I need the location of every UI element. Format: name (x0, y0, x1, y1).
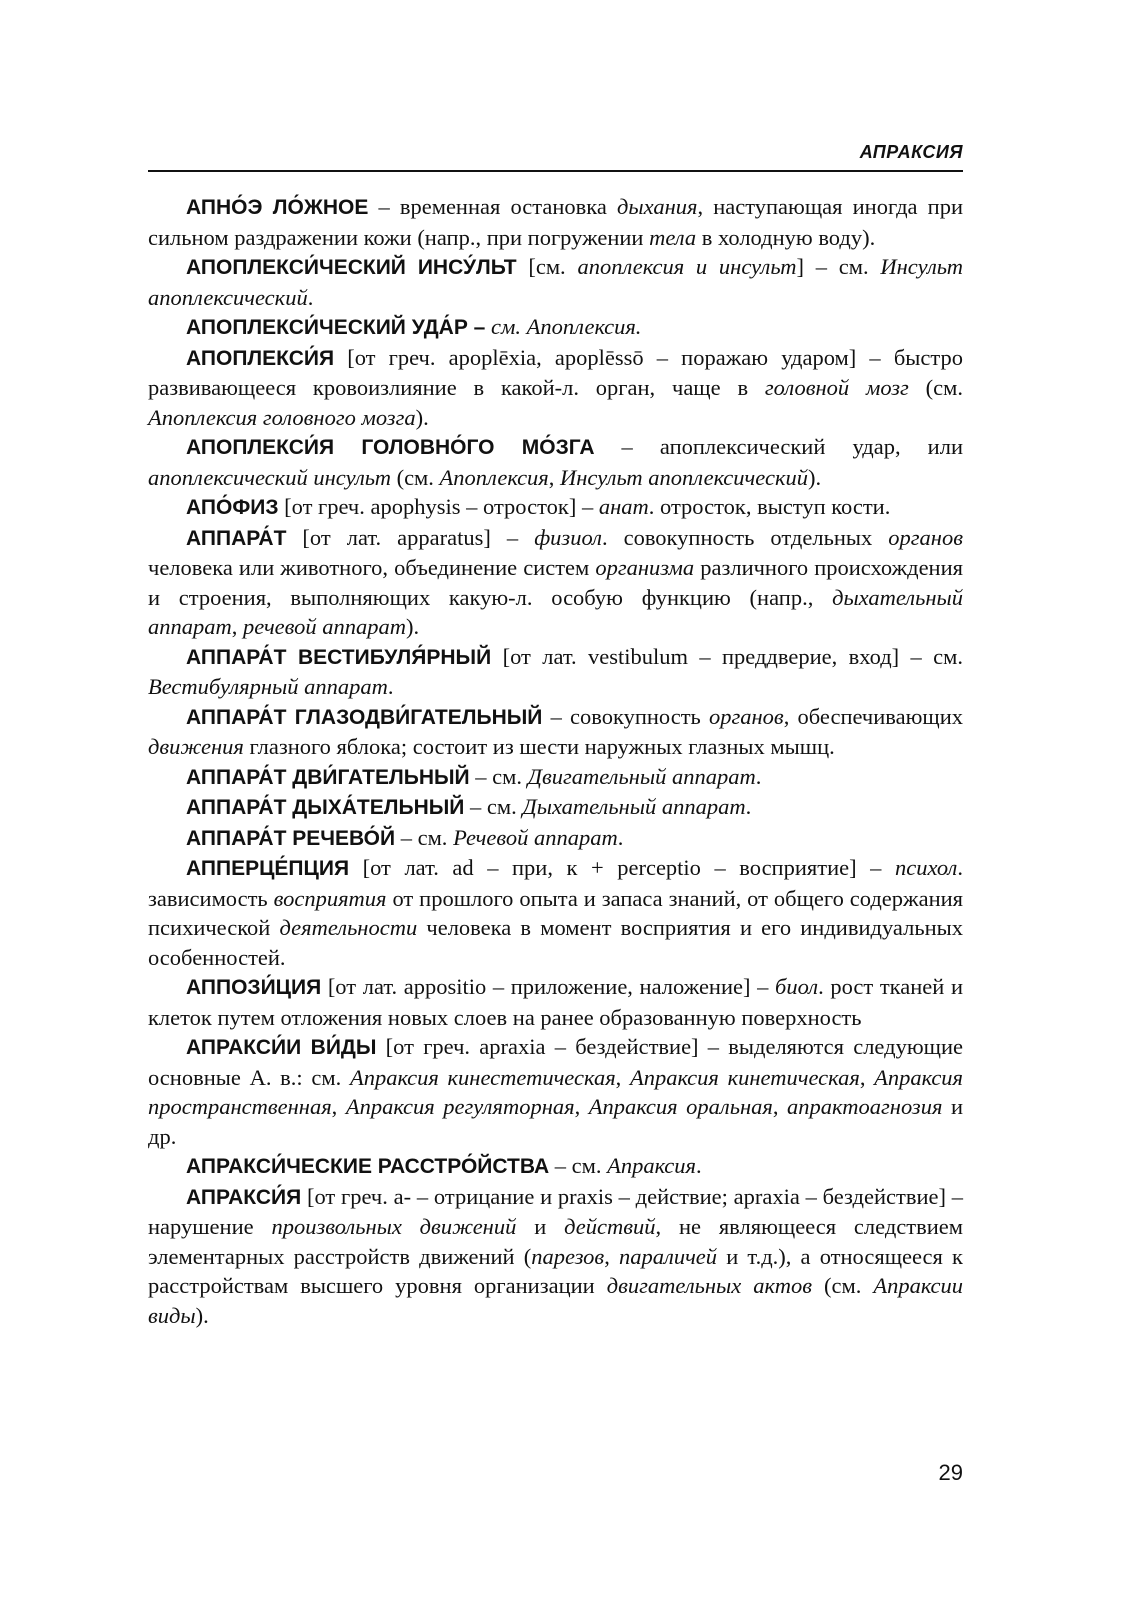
entry-text: ). (415, 404, 429, 430)
dictionary-entry (148, 192, 963, 252)
entry-text: ). (195, 1302, 209, 1328)
dictionary-entry (148, 702, 963, 762)
dictionary-entry (148, 792, 963, 823)
entry-text: . (387, 674, 394, 699)
entry-italic-term: деятельности (279, 915, 418, 940)
entry-italic-term: Апоплексия головного мозга (148, 404, 416, 430)
entry-headword: АППЕРЦЕ́ПЦИЯ (186, 857, 350, 880)
entry-italic-term: Речевой аппарат (453, 824, 618, 850)
entry-text: человека в момент восприятия и его индивидуальных особенностей. (148, 915, 963, 970)
dictionary-entry (148, 252, 963, 312)
entry-headword: АППАРА́Т ДЫХА́ТЕЛЬНЫЙ (186, 796, 465, 819)
entry-italic-term: двигательных актов (606, 1273, 813, 1298)
entry-italic-term: Апоплексия (439, 464, 549, 490)
entry-text: человека или животного, объединение систем (148, 555, 596, 580)
entry-italic-term: анат (598, 494, 649, 519)
entry-text: . рост тканей и клеток путем отложения новых слоев на ранее образованную поверхность (148, 974, 964, 1030)
entry-text: [от лат. vestibulum – преддверие, вход] – см. (491, 643, 963, 669)
entry-headword: АППАРА́Т РЕЧЕВО́Й (186, 826, 396, 850)
entry-italic-term: Вестибулярный аппарат (148, 674, 388, 699)
entry-headword: АПОПЛЕКСИ́Я ГОЛОВНО́ГО МО́ЗГА (186, 436, 595, 459)
entry-italic-term: Апраксия (607, 1153, 696, 1178)
entry-headword: АППАРА́Т (186, 526, 287, 550)
entry-italic-term: действий (564, 1214, 656, 1239)
dictionary-entry (148, 642, 963, 702)
entry-text: , (231, 614, 243, 639)
entry-headword: АППОЗИ́ЦИЯ (186, 976, 322, 999)
entry-text: [от греч. apraxia – бездействие] – выделяются следующие основные А. в.: см. (148, 1034, 963, 1090)
entry-italic-term: Двигательный аппарат (527, 763, 756, 789)
entry-headword: АПО́ФИЗ (186, 496, 279, 519)
entry-text: . (696, 1153, 702, 1178)
entry-text: и т.д.), а относящееся к расстройствам высшего уровня организации (148, 1243, 963, 1298)
entry-text: . совокупность отдельных (601, 524, 889, 550)
entry-text: , (548, 464, 561, 490)
entry-text: . (755, 763, 762, 789)
entry-italic-term: см. Апоплексия. (491, 314, 642, 339)
entry-text: , не являющееся следствием элементарных расстройств движений ( (148, 1214, 963, 1269)
entry-text: – см. (395, 824, 454, 850)
entry-headword: АПРАКСИ́И ВИ́ДЫ (186, 1036, 377, 1059)
entry-italic-term: апрактоагнозия (787, 1094, 943, 1119)
entry-italic-term: речевой аппарат (243, 614, 407, 639)
entry-italic-term: движения (148, 734, 244, 759)
entry-text: [от греч. apophysis – отросток] – (278, 494, 599, 519)
entry-text: от прошлого опыта и запаса знаний, от общего содержания психической (148, 885, 963, 940)
entry-headword: АПОПЛЕКСИ́Я (186, 346, 335, 370)
entry-italic-term: Апраксия кинетическая (630, 1064, 860, 1090)
entry-text: [от лат. apparatus] – (286, 524, 535, 550)
entry-italic-term: Апраксии виды (148, 1273, 964, 1328)
entry-italic-term: дыхания (617, 194, 698, 219)
header-rule (148, 170, 963, 172)
entry-text: [от греч. apoplēxia, apoplēssō – поражаю ударом] – быстро развивающееся кровоизлияние в какой-л. орган, чаще в (148, 344, 963, 400)
entry-text: ). (807, 464, 822, 490)
entry-italic-term: тела (649, 224, 697, 250)
dictionary-entry (148, 523, 963, 642)
entry-headword: АПОПЛЕКСИ́ЧЕСКИЙ УДА́Р – (186, 316, 486, 339)
dictionary-entry (148, 343, 963, 433)
entry-headword: АПНО́Э ЛО́ЖНОЕ (186, 196, 369, 219)
dictionary-entry (148, 1032, 963, 1151)
entry-text: , (772, 1094, 788, 1119)
entry-italic-term: психол (894, 855, 958, 880)
entry-italic-term: Апраксия кинестетическая (349, 1064, 616, 1090)
entry-text: ] – см. (796, 254, 881, 279)
page-number: 29 (938, 1460, 963, 1485)
entry-headword: АППАРА́Т ВЕСТИБУЛЯ́РНЫЙ (186, 645, 492, 669)
entry-text: , (615, 1064, 631, 1090)
entry-text: . (617, 824, 624, 850)
entry-text: – см. (549, 1153, 608, 1178)
entry-text: – совокупность (542, 703, 709, 729)
entry-text: (см. (908, 375, 964, 400)
dictionary-entry (148, 432, 963, 492)
entry-text: (см. (812, 1273, 874, 1298)
entry-text: – временная остановка (368, 194, 618, 219)
entry-text: глазного яблока; состоит из шести наружных глазных мышц. (243, 734, 835, 759)
entry-headword: АПОПЛЕКСИ́ЧЕСКИЙ ИНСУ́ЛЬТ (186, 256, 517, 279)
entry-text: [от лат. ad – при, к + perceptio – восприятие] – (349, 855, 895, 880)
entry-italic-term: дыхательный аппарат (148, 584, 963, 639)
entry-italic-term: параличей (619, 1243, 718, 1269)
dictionary-entry (148, 853, 963, 972)
entry-italic-term: головной мозг (764, 375, 909, 400)
entry-italic-term: физиол (534, 524, 602, 550)
entry-italic-term: органов (888, 524, 963, 550)
dictionary-entry (148, 823, 963, 854)
entry-italic-term: Апраксия регуляторная (345, 1094, 575, 1119)
entry-text: (см. (390, 464, 440, 490)
entry-italic-term: биол (775, 974, 819, 999)
entry-italic-term: апоплексический инсульт (148, 464, 391, 490)
entry-list (148, 192, 963, 1330)
dictionary-entry (148, 762, 963, 793)
entry-italic-term: Апраксия пространственная (148, 1064, 964, 1119)
entry-text: [см. (516, 254, 578, 279)
entry-text: ). (406, 614, 420, 639)
entry-text: – см. (464, 794, 523, 819)
entry-headword: АПРАКСИ́ЧЕСКИЕ РАССТРО́ЙСТВА (186, 1155, 550, 1178)
entry-italic-term: парезов (531, 1243, 605, 1269)
entry-italic-term: Апраксия оральная (588, 1094, 773, 1119)
entry-text: . зависимость (148, 855, 963, 911)
entry-italic-term: восприятия (273, 885, 387, 911)
entry-headword: АППАРА́Т ГЛАЗОДВИ́ГАТЕЛЬНЫЙ (186, 705, 543, 729)
entry-italic-term: апоплексия и инсульт (577, 254, 797, 279)
entry-text: . (745, 794, 752, 819)
entry-text: и др. (148, 1094, 964, 1149)
dictionary-entry (148, 972, 963, 1032)
entry-headword: АПРАКСИ́Я (186, 1185, 302, 1209)
entry-text: и (516, 1214, 565, 1239)
entry-text: . (307, 284, 314, 310)
entry-headword: АППАРА́Т ДВИ́ГАТЕЛЬНЫЙ (186, 765, 470, 789)
entry-text: , (859, 1064, 875, 1090)
entry-text: – см. (469, 763, 528, 789)
dictionary-entry (148, 1151, 963, 1182)
entry-text: , (604, 1243, 620, 1269)
entry-italic-term: Инсульт апоплексический (560, 464, 808, 490)
entry-text: , обеспечивающих (783, 703, 964, 729)
entry-text: в холодную воду). (696, 224, 876, 250)
entry-text: , (331, 1094, 346, 1119)
entry-text: – апоплексический удар, или (594, 434, 963, 459)
entry-italic-term: Дыхательный аппарат (522, 794, 746, 819)
entry-italic-term: Инсульт апоплексический (148, 254, 964, 310)
dictionary-entry (148, 312, 963, 343)
entry-text: . отросток, выступ кости. (648, 494, 891, 519)
entry-italic-term: произвольных движений (271, 1214, 517, 1239)
entry-text: [от лат. appositio – приложение, наложение] – (321, 974, 776, 999)
entry-text: , наступающая иногда при сильном раздражении кожи (напр., при погружении (148, 194, 963, 250)
entry-text: , (574, 1094, 589, 1119)
entry-italic-term: органов (708, 703, 784, 729)
entry-text: [от греч. а- – отрицание и praxis – действие; apraxia – бездействие] – нарушение (148, 1183, 963, 1239)
dictionary-entry (148, 1182, 963, 1331)
dictionary-entry (148, 492, 963, 523)
entry-text: различного происхождения и строения, выполняющих какую-л. особую функцию (напр., (148, 555, 963, 610)
entry-italic-term: организма (595, 555, 695, 580)
running-head: АПРАКСИЯ (859, 142, 963, 162)
